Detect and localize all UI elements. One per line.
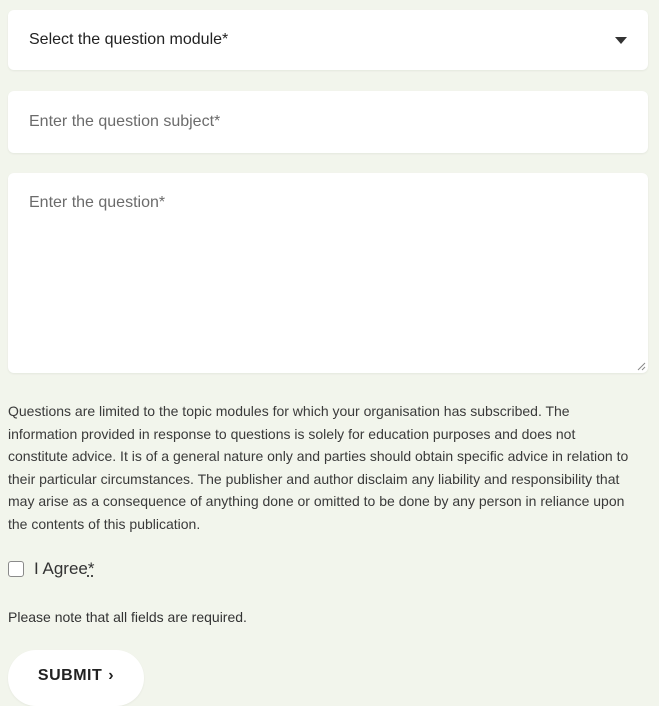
question-module-select-label: Select the question module* [29, 31, 229, 48]
submit-button[interactable] [8, 650, 144, 706]
agree-checkbox[interactable] [8, 561, 24, 577]
question-form [8, 10, 648, 373]
agree-row [8, 559, 95, 579]
disclaimer-text: Questions are limited to the topic modules for which your organisation has subscribed. The information provided in response to questions is solely for education purposes and does not constitute advice. It is of a general nature only and parties should obtain specific advice in relation to their particular circumstances. The publisher and author disclaim any liability and responsibility that may arise as a consequence of anything done or omitted to be done by any person in reliance upon the contents of this publication. [8, 403, 629, 532]
caret-down-icon [615, 37, 627, 44]
question-module-select[interactable] [8, 10, 648, 70]
agree-label[interactable] [34, 559, 95, 579]
question-subject-field [8, 91, 648, 153]
chevron-right-icon: › [108, 667, 115, 684]
agree-label-text: I Agree [34, 559, 88, 578]
question-subject-input[interactable] [29, 113, 627, 131]
question-field [8, 173, 648, 373]
question-textarea[interactable] [8, 173, 648, 373]
required-fields-note: Please note that all fields are required. [8, 609, 247, 625]
resize-handle-icon[interactable] [636, 361, 646, 371]
required-mark: * [87, 559, 95, 578]
submit-button-label: SUBMIT [37, 667, 103, 684]
